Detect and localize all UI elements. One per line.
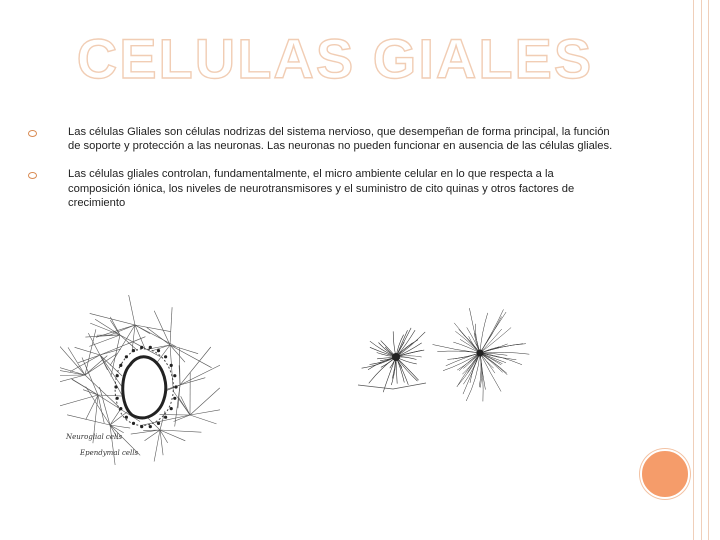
bullet-list (28, 125, 618, 224)
bullet-icon (28, 130, 37, 137)
decorative-circle (640, 449, 690, 499)
decorative-vertical-line (701, 0, 702, 540)
decorative-vertical-line (708, 0, 709, 540)
bullet-item (28, 125, 618, 153)
decorative-vertical-line (693, 0, 694, 540)
bullet-text: Las células gliales controlan, fundamentalmente, el micro ambiente celular en lo que respecta a la composición iónica, los niveles de neurotransmisores y el suministro de cito quinas y otros factores de crecimiento (68, 168, 575, 209)
slide-title: CELULAS GIALES (76, 27, 594, 90)
bullet-text: Las células Gliales son células nodrizas del sistema nervioso, que desempeñan de forma principal, la función de soporte y protección a las neuronas. Las neuronas no pueden funcionar en ausencia de las células gliales. (68, 126, 613, 153)
fibrous-astrocyte-illustration (430, 295, 530, 405)
protoplasmic-astrocyte-illustration (348, 305, 438, 405)
neuroglial-cells-label: Neuroglial cells (66, 433, 123, 441)
bullet-icon (28, 172, 37, 179)
ependymal-cells-label: Ependymal cells (80, 449, 139, 457)
bullet-item (28, 167, 618, 210)
